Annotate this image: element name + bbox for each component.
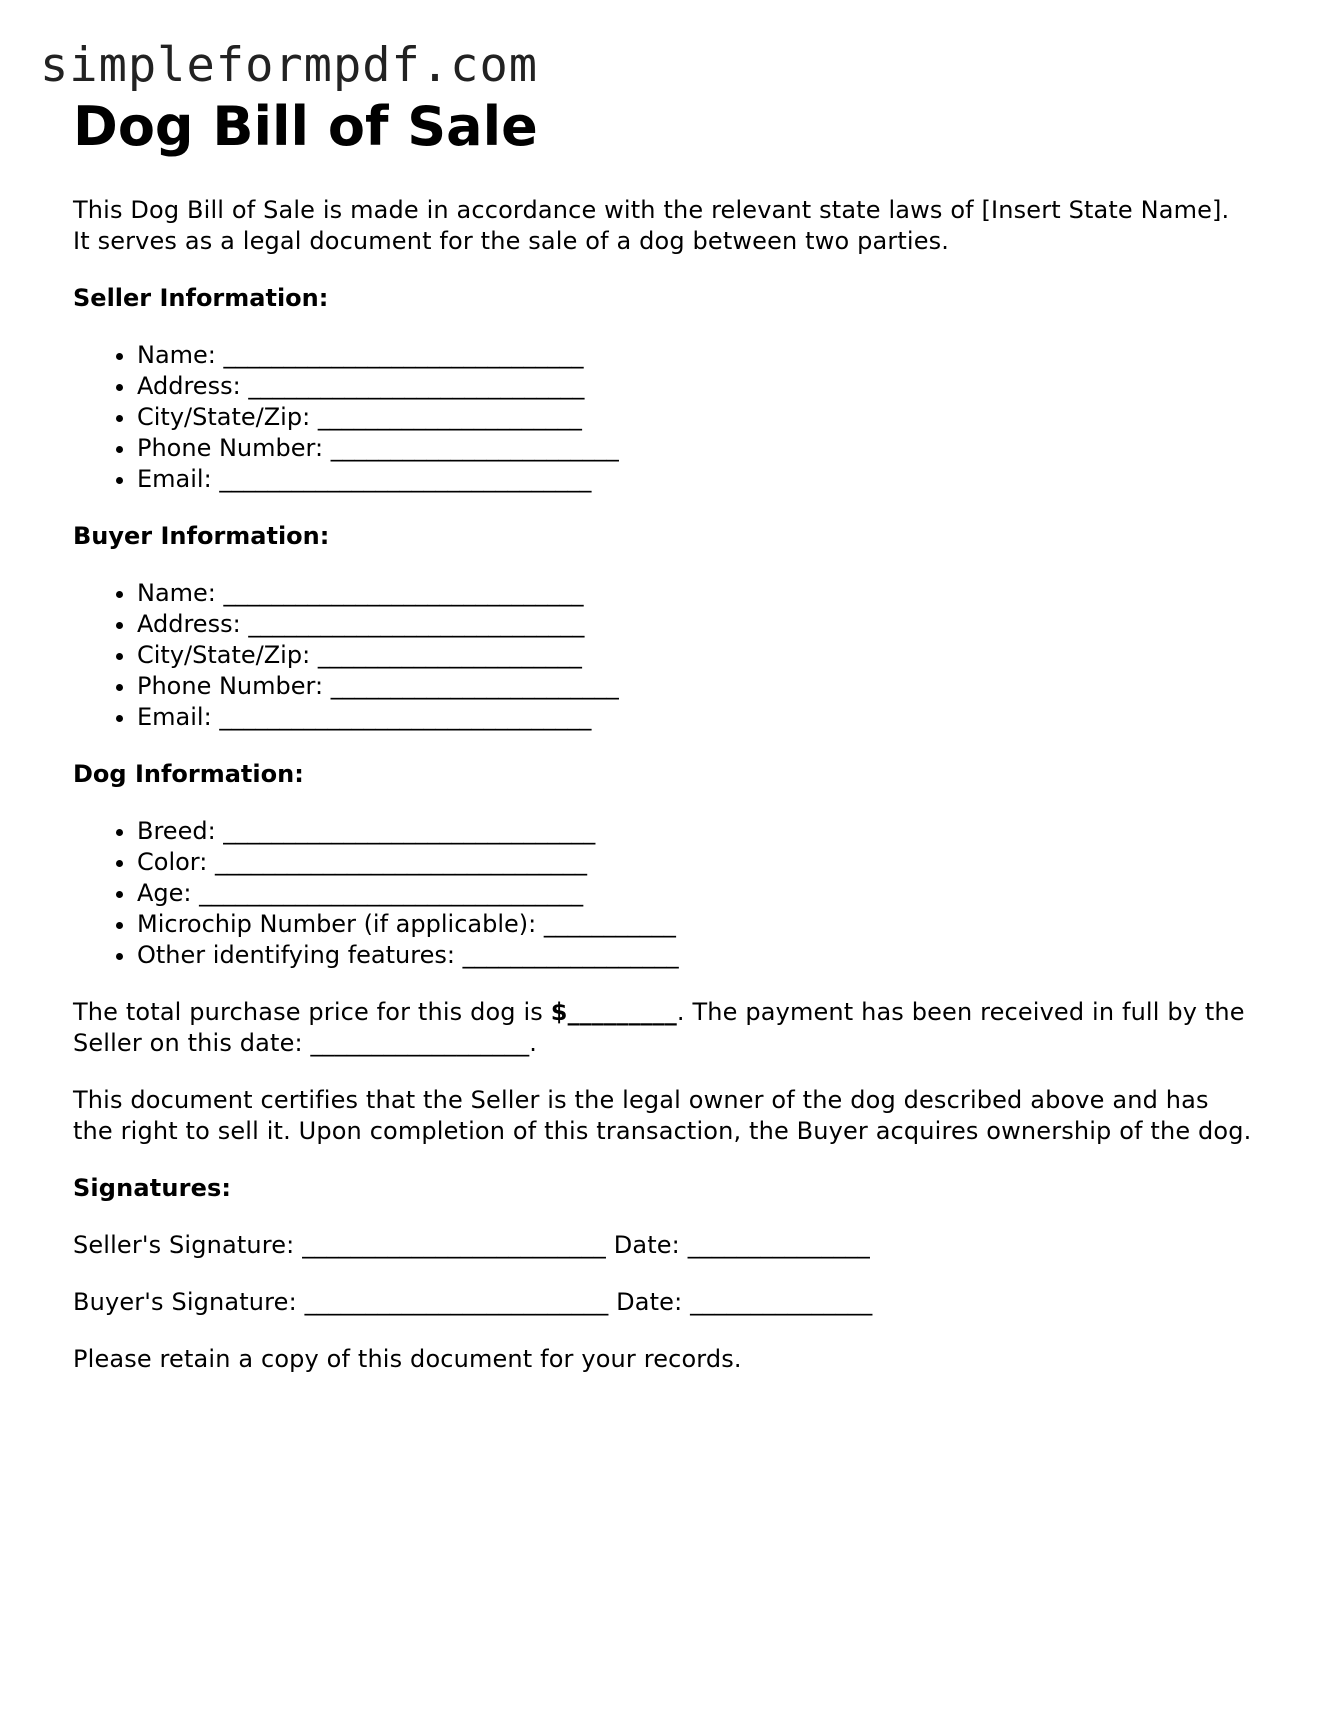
dog-color-field[interactable]: • Color: _______________________________ [137,847,1253,878]
buyer-city-state-zip-field[interactable]: • City/State/Zip: ______________________ [137,640,1253,671]
seller-name-field[interactable]: • Name: ______________________________ [137,340,1253,371]
signatures-heading: Signatures: [73,1174,232,1202]
buyer-signature-line[interactable]: Buyer's Signature: _________________________ Date: _______________ [73,1288,873,1316]
intro-paragraph: This Dog Bill of Sale is made in accordance with the relevant state laws of [Insert State Name]. It serves as a legal document for the sale of a dog between two parties. [73,196,1230,255]
certification-paragraph: This document certifies that the Seller is the legal owner of the dog described above and has the right to sell it. Upon completion of this transaction, the Buyer acquires ownership of the dog. [73,1086,1252,1145]
dog-features-field[interactable]: • Other identifying features: __________________ [137,940,1253,971]
seller-address-field[interactable]: • Address: ____________________________ [137,371,1253,402]
seller-heading: Seller Information: [73,284,329,312]
purchase-price-paragraph: The total purchase price for this dog is $_________. The payment has been received in full by the Seller on this date: __________________. [73,998,1245,1057]
buyer-address-field[interactable]: • Address: ____________________________ [137,609,1253,640]
retain-notice: Please retain a copy of this document for your records. [73,1345,742,1373]
dog-age-field[interactable]: • Age: ________________________________ [137,878,1253,909]
buyer-name-field[interactable]: • Name: ______________________________ [137,578,1253,609]
buyer-email-field[interactable]: • Email: _______________________________ [137,702,1253,733]
page-title: Dog Bill of Sale [73,95,538,158]
seller-email-field[interactable]: • Email: _______________________________ [137,464,1253,495]
price-amount-field[interactable]: $_________ [550,998,677,1026]
seller-signature-line[interactable]: Seller's Signature: _________________________ Date: _______________ [73,1231,870,1259]
dog-microchip-field[interactable]: • Microchip Number (if applicable): ___________ [137,909,1253,940]
buyer-heading: Buyer Information: [73,522,330,550]
dog-fields [73,816,1253,971]
dog-breed-field[interactable]: • Breed: _______________________________ [137,816,1253,847]
watermark: simpleformpdf.com [40,38,539,93]
document [73,95,1253,1375]
buyer-fields [73,578,1253,733]
seller-phone-field[interactable]: • Phone Number: ________________________ [137,433,1253,464]
seller-city-state-zip-field[interactable]: • City/State/Zip: ______________________ [137,402,1253,433]
dog-heading: Dog Information: [73,760,304,788]
seller-fields [73,340,1253,495]
buyer-phone-field[interactable]: • Phone Number: ________________________ [137,671,1253,702]
